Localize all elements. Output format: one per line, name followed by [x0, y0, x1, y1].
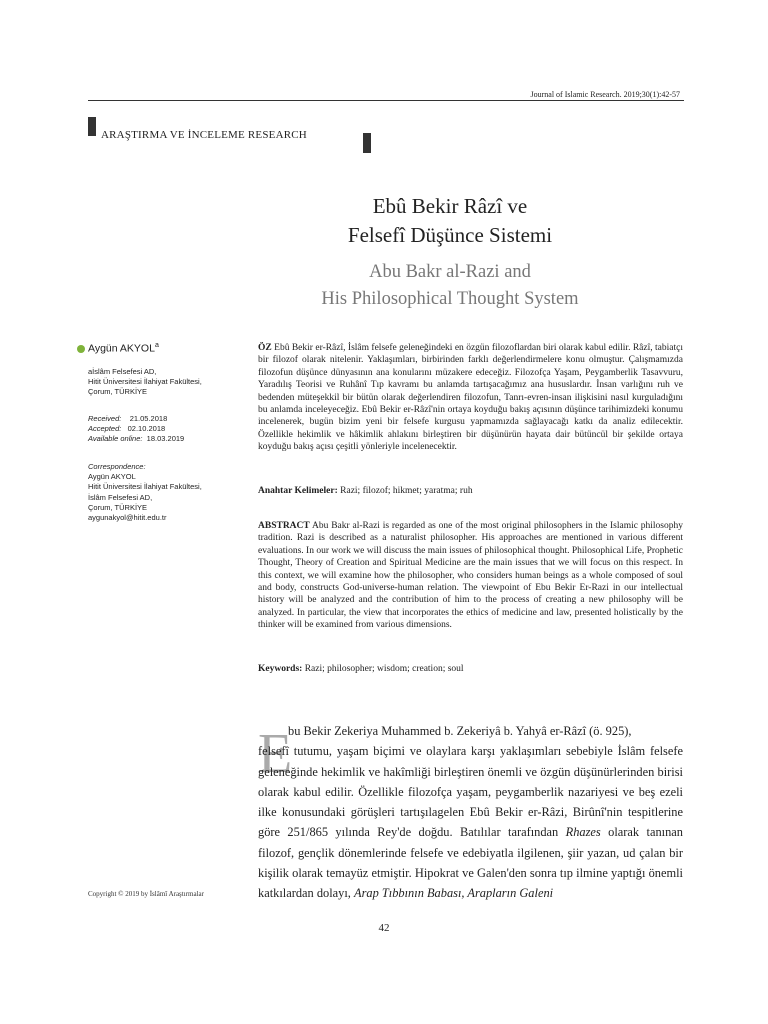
orcid-icon[interactable] [77, 345, 85, 353]
body-paragraph [258, 721, 683, 904]
abstract-label: ABSTRACT [258, 521, 310, 531]
keywords-english [258, 664, 464, 674]
correspondence-line: Aygün AKYOL [88, 472, 136, 482]
abstract-text: Abu Bakr al-Razi is regarded as one of the most original philosophers in the Islamic philosophy tradition. Razi is described as a naturalist philosopher. His approaches are mentioned in various different evaluations. In our work we will discuss the main issues of philosophical thought. Philosophical Life, Prophetic Thought, Theory of Creation and Spiritual Medicine are the main issues that we will focus on this respect. In this context, we will examine how the philosopher, who considers human beings as a whole composed of soul and body, constructs God-universe-human relation. The viewpoint of Ebu Bekir Er-Razi in our intellectual history will be analyzed and the contribution of him to the process of creating a new philosophy will be analyzed. In particular, the view that incorporates the ethics of medicine and law, presented holistically by the thinker will be examined from various dimensions. [258, 521, 683, 631]
keywords-en-label: Keywords: [258, 664, 303, 674]
title-en-line-2: His Philosophical Thought System [321, 289, 579, 309]
body-text-1: felsefî tutumu, yaşam biçimi ve olaylara karşı yaklaşımları sebebiyle İslâm felsefe geleneğinde hekimlik ve hakîmliği birleştiren önemli ve özgün düşünürlerinden birisi olarak kabul edilir. Özellikle filozofça yaşam, peygamberlik nazariyesi ve beş ezeli ilke konusundaki görüşleri tartışılagelen Ebû Bekir er-Râzi, Birûnî'nin tespitlerine göre 251/865 yılında Rey'de doğdu. Batılılar tarafından [258, 744, 683, 840]
keywords-en-text: Razi; philosopher; wisdom; creation; soul [304, 664, 464, 674]
keywords-turkish [258, 486, 473, 496]
title-tr-line-1: Ebû Bekir Râzî ve [372, 194, 528, 218]
header-rule [88, 100, 684, 101]
correspondence [88, 462, 248, 523]
correspondence-line: İslâm Felsefesi AD, [88, 492, 153, 502]
journal-citation: Journal of Islamic Research. 2019;30(1):42-57 [530, 90, 680, 99]
body-italic-2: Arap Tıbbının Babası, Arapların Galeni [354, 886, 554, 901]
category-bar-right [363, 133, 371, 153]
title-tr-line-2: Felsefî Düşünce Sistemi [347, 223, 553, 247]
copyright: Copyright © 2019 by İslâmî Araştırmalar [88, 890, 204, 898]
author-name: Aygün AKYOL$^a$ [88, 342, 159, 355]
title-english [250, 259, 650, 313]
title-turkish [250, 192, 650, 250]
body-italic-1: Rhazes [565, 825, 601, 840]
category-bar-left [88, 117, 96, 136]
page-number: 42 [378, 922, 390, 934]
oz-text: Ebû Bekir er-Râzî, İslâm felsefe geleneğindeki en özgün filozoflardan biri olarak kabul edilir. Râzî, tabiatçı bir filozof olarak nitelenir. Yaklaşımları, birbirinden farklı değerlendirmelere konu olmuştur. Çalışmamızda filozofun düşünce dünyasının ana konularını müzakere edeceğiz. Filozofça Yaşam, Peygamberlik Tasavvuru, Yaradılış Teorisi ve Ruhânî Tıp kavramı bu anlamda tartışacağımız ana hususlardır. İnsan varlığını ruh ve bedenden müteşekkil bir bütün olarak değerlendiren filozofun, Tanrı-evren-insan ilişkisini nasıl kurguladığını bu anlamda inceleyeceğiz. Ebû Bekir er-Râzî'nin ortaya koyduğu bakış açısının düşünce tarihimizdeki konumu incelenerek, bugün bizim yeni bir felsefe kurgusu yapmamızda sağlayacağı katkı da analiz edilecektir. Özellikle hekimlik ve hâkimlik ahlakını birleştiren bir düşünürün hayata dair bütüncül bir şekilde ortaya koyduğu bakış açısı çeşitli yönleriyle incelenecektir. [258, 343, 683, 453]
drop-cap: E [258, 723, 293, 785]
article-category: ARAŞTIRMA VE İNCELEME RESEARCH [101, 129, 307, 141]
correspondence-email[interactable]: aygunakyol@hitit.edu.tr [88, 513, 167, 523]
correspondence-line: Çorum, TÜRKİYE [88, 502, 148, 512]
body-first-line: bu Bekir Zekeriya Muhammed b. Zekeriyâ b. Yahyâ er-Râzî (ö. 925), [288, 724, 632, 738]
keywords-tr-text: Razi; filozof; hikmet; yaratma; ruh [340, 486, 473, 496]
affiliation-line: Hitit Üniversitesi İlahiyat Fakültesi, [88, 377, 202, 387]
abstract-turkish [258, 342, 683, 454]
affiliation-line: Çorum, TÜRKİYE [88, 387, 148, 397]
affiliation-line: aİslâm Felsefesi AD, [88, 367, 157, 376]
body-text-2: olarak tanınan filozof, gençlik dönemlerinde felsefe ve edebiyatla ilgilenen, şiir yazan, ud çalan bir kişilik olarak temayüz etmiştir. Hipokrat ve Galen'den sonra tıp ilmine yaptığı önemli katkılardan dolayı, [258, 825, 683, 901]
accepted-date: Accepted: 02.10.2018 [88, 424, 166, 434]
abstract-english [258, 520, 683, 632]
author-affiliation [88, 367, 248, 398]
received-date: Received: 21.05.2018 [88, 414, 168, 423]
title-en-line-1: Abu Bakr al-Razi and [369, 262, 531, 282]
correspondence-label: Correspondence: [88, 462, 146, 471]
keywords-tr-label: Anahtar Kelimeler: [258, 486, 338, 496]
online-date: Available online: 18.03.2019 [88, 434, 185, 444]
article-dates [88, 414, 248, 445]
oz-label: ÖZ [258, 343, 272, 353]
correspondence-line: Hitit Üniversitesi İlahiyat Fakültesi, [88, 482, 202, 492]
